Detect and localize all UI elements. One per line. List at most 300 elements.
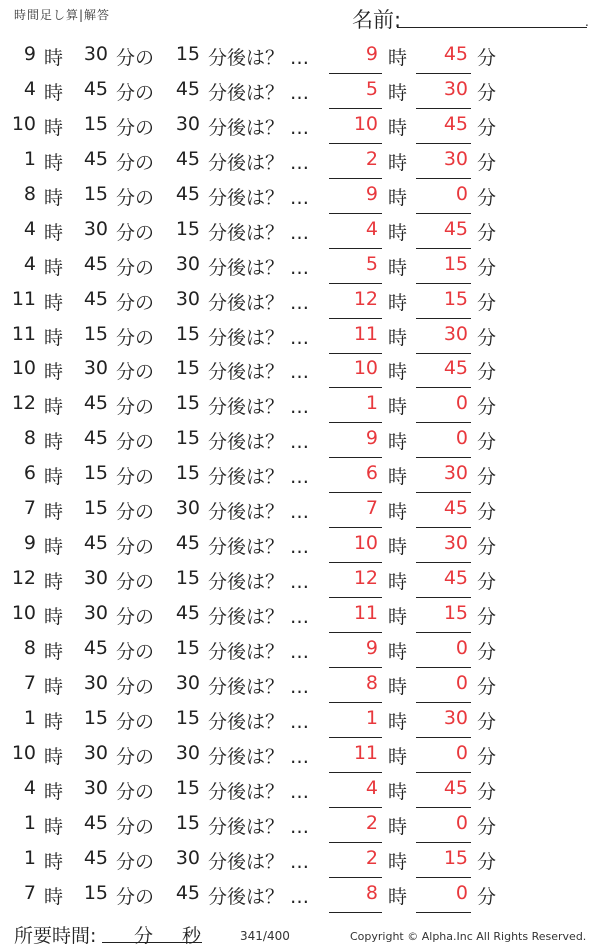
- answer-minute: 0: [455, 881, 468, 904]
- hour-label: 時: [44, 571, 64, 594]
- hour-label: 時: [44, 186, 64, 209]
- added-minutes: 45: [175, 182, 200, 205]
- start-hour: 8: [23, 427, 36, 450]
- hour-label: 時: [44, 81, 64, 104]
- minute-no-label: 分の: [116, 256, 155, 279]
- problem-row: [0, 424, 600, 459]
- start-minute: 15: [83, 497, 108, 520]
- hour-label: 時: [44, 396, 64, 419]
- time-minute-label: 分: [134, 925, 154, 947]
- start-hour: 11: [11, 287, 36, 310]
- answer-hour-blank[interactable]: [329, 527, 382, 528]
- answer-minute: 0: [455, 392, 468, 415]
- answer-hour-label: 時: [388, 291, 408, 314]
- answer-minute-blank[interactable]: [416, 108, 471, 109]
- start-minute: 30: [83, 602, 108, 624]
- answer-hour-blank[interactable]: [329, 283, 382, 284]
- answer-minute-blank[interactable]: [416, 492, 471, 493]
- question-suffix: 分後は？ …: [208, 256, 310, 279]
- time-required-label: 所要時間:: [14, 925, 97, 947]
- answer-hour: 4: [365, 217, 378, 240]
- answer-hour-label: 時: [388, 710, 408, 733]
- answer-hour: 11: [353, 741, 378, 764]
- answer-hour-blank[interactable]: [329, 842, 382, 843]
- added-minutes: 45: [175, 532, 200, 555]
- start-hour: 12: [11, 392, 36, 415]
- added-minutes: 15: [175, 776, 200, 799]
- start-minute: 15: [83, 182, 108, 205]
- start-minute: 30: [83, 776, 108, 799]
- hour-label: 時: [44, 326, 64, 349]
- hour-label: 時: [44, 606, 64, 628]
- answer-hour-label: 時: [388, 256, 408, 279]
- hour-label: 時: [44, 640, 64, 663]
- start-minute: 45: [83, 846, 108, 869]
- answer-hour-label: 時: [388, 606, 408, 628]
- minute-no-label: 分の: [116, 361, 155, 384]
- answer-minute: 30: [443, 322, 468, 345]
- answer-hour-blank[interactable]: [329, 213, 382, 214]
- answer-minute: 30: [443, 77, 468, 100]
- answer-minute-blank[interactable]: [416, 353, 471, 354]
- answer-hour-label: 時: [388, 116, 408, 139]
- question-suffix: 分後は？ …: [208, 606, 310, 628]
- start-minute: 15: [83, 706, 108, 729]
- answer-minute-label: 分: [477, 606, 497, 628]
- question-suffix: 分後は？ …: [208, 885, 310, 908]
- answer-hour: 11: [353, 602, 378, 624]
- problem-row: [0, 634, 600, 669]
- start-minute: 15: [83, 462, 108, 485]
- added-minutes: 15: [175, 706, 200, 729]
- problem-row: [0, 599, 600, 634]
- hour-label: 時: [44, 815, 64, 838]
- start-hour: 4: [23, 252, 36, 275]
- answer-minute: 0: [455, 636, 468, 659]
- answer-minute-blank[interactable]: [416, 667, 471, 668]
- added-minutes: 30: [175, 846, 200, 869]
- minute-no-label: 分の: [116, 885, 155, 908]
- question-suffix: 分後は？ …: [208, 745, 310, 768]
- answer-minute-blank[interactable]: [416, 877, 471, 878]
- answer-minute-blank[interactable]: [416, 702, 471, 703]
- question-suffix: 分後は？ …: [208, 116, 310, 139]
- answer-minute-label: 分: [477, 256, 497, 279]
- answer-minute: 30: [443, 706, 468, 729]
- answer-minute-label: 分: [477, 571, 497, 594]
- answer-hour: 7: [365, 497, 378, 520]
- start-hour: 8: [23, 636, 36, 659]
- answer-minute-blank[interactable]: [416, 597, 471, 598]
- answer-minute-blank[interactable]: [416, 457, 471, 458]
- answer-hour: 2: [365, 147, 378, 170]
- start-minute: 45: [83, 147, 108, 170]
- minute-no-label: 分の: [116, 186, 155, 209]
- start-hour: 4: [23, 77, 36, 100]
- answer-minute: 0: [455, 741, 468, 764]
- start-hour: 10: [11, 112, 36, 135]
- answer-hour-blank[interactable]: [329, 457, 382, 458]
- question-suffix: 分後は？ …: [208, 536, 310, 559]
- added-minutes: 30: [175, 112, 200, 135]
- answer-minute-blank[interactable]: [416, 562, 471, 563]
- hour-label: 時: [44, 780, 64, 803]
- start-minute: 45: [83, 427, 108, 450]
- answer-hour-label: 時: [388, 326, 408, 349]
- minute-no-label: 分の: [116, 151, 155, 174]
- minute-no-label: 分の: [116, 815, 155, 838]
- name-label: 名前:: [352, 8, 402, 32]
- answer-hour-blank[interactable]: [329, 318, 382, 319]
- name-field-dot: .: [585, 15, 589, 29]
- worksheet-title: 時間足し算|解答: [14, 8, 111, 22]
- hour-label: 時: [44, 501, 64, 524]
- answer-hour-label: 時: [388, 640, 408, 663]
- added-minutes: 45: [175, 602, 200, 624]
- question-suffix: 分後は？ …: [208, 466, 310, 489]
- problem-row: [0, 669, 600, 704]
- answer-minute-label: 分: [477, 431, 497, 454]
- start-minute: 30: [83, 217, 108, 240]
- problem-row: [0, 40, 600, 75]
- answer-hour: 1: [365, 392, 378, 415]
- answer-minute-blank[interactable]: [416, 632, 471, 633]
- answer-hour-blank[interactable]: [329, 178, 382, 179]
- minute-no-label: 分の: [116, 675, 155, 698]
- answer-minute-label: 分: [477, 361, 497, 384]
- answer-minute-blank[interactable]: [416, 912, 471, 913]
- page-number: 341/400: [240, 929, 290, 943]
- problem-row: [0, 75, 600, 110]
- answer-hour-blank[interactable]: [329, 877, 382, 878]
- start-hour: 7: [23, 881, 36, 904]
- answer-minute-blank[interactable]: [416, 248, 471, 249]
- added-minutes: 45: [175, 881, 200, 904]
- question-suffix: 分後は？ …: [208, 640, 310, 663]
- problem-row: [0, 285, 600, 320]
- question-suffix: 分後は？ …: [208, 850, 310, 873]
- start-hour: 9: [23, 532, 36, 555]
- start-minute: 30: [83, 567, 108, 590]
- question-suffix: 分後は？ …: [208, 361, 310, 384]
- answer-hour: 11: [353, 322, 378, 345]
- answer-hour-label: 時: [388, 431, 408, 454]
- start-hour: 4: [23, 776, 36, 799]
- copyright-text: Copyright © Alpha.Inc All Rights Reserved.: [350, 930, 587, 943]
- answer-minute: 15: [443, 602, 468, 624]
- problem-row: [0, 564, 600, 599]
- answer-minute: 30: [443, 462, 468, 485]
- start-minute: 45: [83, 287, 108, 310]
- minute-no-label: 分の: [116, 710, 155, 733]
- answer-minute-blank[interactable]: [416, 213, 471, 214]
- answer-minute-label: 分: [477, 221, 497, 244]
- question-suffix: 分後は？ …: [208, 326, 310, 349]
- answer-hour-blank[interactable]: [329, 422, 382, 423]
- added-minutes: 15: [175, 427, 200, 450]
- added-minutes: 45: [175, 77, 200, 100]
- start-minute: 15: [83, 112, 108, 135]
- added-minutes: 15: [175, 392, 200, 415]
- problem-row: [0, 215, 600, 250]
- answer-minute-blank[interactable]: [416, 178, 471, 179]
- start-minute: 15: [83, 881, 108, 904]
- start-hour: 10: [11, 741, 36, 764]
- answer-minute-label: 分: [477, 745, 497, 768]
- answer-hour-label: 時: [388, 675, 408, 698]
- answer-hour-label: 時: [388, 47, 408, 69]
- start-minute: 30: [83, 357, 108, 380]
- problem-row: [0, 739, 600, 774]
- problem-row: [0, 250, 600, 285]
- answer-hour-blank[interactable]: [329, 772, 382, 773]
- answer-hour: 10: [353, 112, 378, 135]
- answer-hour-blank[interactable]: [329, 248, 382, 249]
- answer-minute-blank[interactable]: [416, 73, 471, 74]
- start-minute: 30: [83, 671, 108, 694]
- answer-minute: 45: [443, 567, 468, 590]
- hour-label: 時: [44, 361, 64, 384]
- answer-minute-blank[interactable]: [416, 737, 471, 738]
- added-minutes: 15: [175, 357, 200, 380]
- start-minute: 45: [83, 532, 108, 555]
- hour-label: 時: [44, 151, 64, 174]
- minute-no-label: 分の: [116, 47, 155, 69]
- question-suffix: 分後は？ …: [208, 151, 310, 174]
- answer-minute: 0: [455, 811, 468, 834]
- start-hour: 6: [23, 462, 36, 485]
- answer-minute-blank[interactable]: [416, 772, 471, 773]
- answer-hour-blank[interactable]: [329, 562, 382, 563]
- question-suffix: 分後は？ …: [208, 710, 310, 733]
- minute-no-label: 分の: [116, 606, 155, 628]
- answer-hour-blank[interactable]: [329, 702, 382, 703]
- hour-label: 時: [44, 116, 64, 139]
- question-suffix: 分後は？ …: [208, 501, 310, 524]
- added-minutes: 30: [175, 497, 200, 520]
- answer-minute-label: 分: [477, 466, 497, 489]
- answer-minute-label: 分: [477, 81, 497, 104]
- problem-list: [0, 40, 600, 913]
- hour-label: 時: [44, 850, 64, 873]
- answer-hour-blank[interactable]: [329, 737, 382, 738]
- answer-hour-blank[interactable]: [329, 108, 382, 109]
- answer-hour: 2: [365, 811, 378, 834]
- answer-hour-label: 時: [388, 466, 408, 489]
- answer-minute: 0: [455, 182, 468, 205]
- hour-label: 時: [44, 256, 64, 279]
- added-minutes: 15: [175, 43, 200, 65]
- answer-minute-blank[interactable]: [416, 143, 471, 144]
- minute-no-label: 分の: [116, 221, 155, 244]
- answer-hour: 5: [365, 252, 378, 275]
- problem-row: [0, 110, 600, 145]
- answer-hour-blank[interactable]: [329, 492, 382, 493]
- answer-minute-label: 分: [477, 536, 497, 559]
- answer-minute-blank[interactable]: [416, 422, 471, 423]
- answer-hour-blank[interactable]: [329, 597, 382, 598]
- time-second-label: 秒: [182, 925, 202, 947]
- answer-hour-blank[interactable]: [329, 143, 382, 144]
- problem-row: [0, 459, 600, 494]
- minute-no-label: 分の: [116, 780, 155, 803]
- answer-minute-label: 分: [477, 186, 497, 209]
- added-minutes: 15: [175, 462, 200, 485]
- hour-label: 時: [44, 710, 64, 733]
- answer-hour: 9: [365, 427, 378, 450]
- answer-hour-label: 時: [388, 780, 408, 803]
- question-suffix: 分後は？ …: [208, 396, 310, 419]
- answer-minute-blank[interactable]: [416, 842, 471, 843]
- start-minute: 30: [83, 43, 108, 65]
- hour-label: 時: [44, 431, 64, 454]
- question-suffix: 分後は？ …: [208, 221, 310, 244]
- minute-no-label: 分の: [116, 396, 155, 419]
- start-minute: 30: [83, 741, 108, 764]
- answer-minute-label: 分: [477, 47, 497, 69]
- answer-minute-label: 分: [477, 151, 497, 174]
- start-hour: 12: [11, 567, 36, 590]
- problem-row: [0, 774, 600, 809]
- name-field-line[interactable]: [397, 27, 587, 28]
- answer-minute-blank[interactable]: [416, 283, 471, 284]
- problem-row: [0, 809, 600, 844]
- answer-hour: 8: [365, 881, 378, 904]
- hour-label: 時: [44, 466, 64, 489]
- start-hour: 10: [11, 602, 36, 624]
- hour-label: 時: [44, 291, 64, 314]
- answer-minute: 15: [443, 252, 468, 275]
- question-suffix: 分後は？ …: [208, 81, 310, 104]
- start-minute: 45: [83, 636, 108, 659]
- answer-minute-blank[interactable]: [416, 318, 471, 319]
- answer-hour-blank[interactable]: [329, 807, 382, 808]
- answer-hour-label: 時: [388, 815, 408, 838]
- answer-hour-label: 時: [388, 396, 408, 419]
- answer-hour: 9: [365, 636, 378, 659]
- question-suffix: 分後は？ …: [208, 431, 310, 454]
- answer-hour-label: 時: [388, 850, 408, 873]
- answer-minute-label: 分: [477, 885, 497, 908]
- answer-minute-label: 分: [477, 780, 497, 803]
- start-minute: 45: [83, 77, 108, 100]
- answer-hour-label: 時: [388, 221, 408, 244]
- answer-minute: 45: [443, 43, 468, 65]
- minute-no-label: 分の: [116, 291, 155, 314]
- problem-row: [0, 529, 600, 564]
- problem-row: [0, 844, 600, 879]
- problem-row: [0, 389, 600, 424]
- answer-hour: 12: [353, 567, 378, 590]
- start-hour: 10: [11, 357, 36, 380]
- start-hour: 7: [23, 671, 36, 694]
- start-hour: 11: [11, 322, 36, 345]
- start-hour: 8: [23, 182, 36, 205]
- added-minutes: 30: [175, 741, 200, 764]
- question-suffix: 分後は？ …: [208, 815, 310, 838]
- answer-hour-label: 時: [388, 885, 408, 908]
- answer-hour: 9: [365, 43, 378, 65]
- problem-row: [0, 704, 600, 739]
- answer-hour-label: 時: [388, 81, 408, 104]
- question-suffix: 分後は？ …: [208, 571, 310, 594]
- minute-no-label: 分の: [116, 745, 155, 768]
- minute-no-label: 分の: [116, 81, 155, 104]
- answer-hour-label: 時: [388, 501, 408, 524]
- minute-no-label: 分の: [116, 571, 155, 594]
- answer-hour-blank[interactable]: [329, 667, 382, 668]
- answer-hour: 2: [365, 846, 378, 869]
- answer-hour: 10: [353, 357, 378, 380]
- problem-row: [0, 145, 600, 180]
- answer-minute-label: 分: [477, 640, 497, 663]
- hour-label: 時: [44, 536, 64, 559]
- answer-minute-blank[interactable]: [416, 387, 471, 388]
- answer-hour-blank[interactable]: [329, 387, 382, 388]
- answer-hour-blank[interactable]: [329, 912, 382, 913]
- answer-hour-blank[interactable]: [329, 632, 382, 633]
- start-hour: 1: [23, 811, 36, 834]
- start-hour: 1: [23, 706, 36, 729]
- problem-row: [0, 320, 600, 355]
- answer-minute-blank[interactable]: [416, 807, 471, 808]
- answer-minute: 45: [443, 776, 468, 799]
- minute-no-label: 分の: [116, 501, 155, 524]
- answer-hour: 8: [365, 671, 378, 694]
- start-hour: 9: [23, 43, 36, 65]
- problem-row: [0, 180, 600, 215]
- hour-label: 時: [44, 47, 64, 69]
- start-hour: 1: [23, 147, 36, 170]
- added-minutes: 45: [175, 147, 200, 170]
- added-minutes: 30: [175, 252, 200, 275]
- problem-row: [0, 494, 600, 529]
- answer-minute: 15: [443, 287, 468, 310]
- problem-row: [0, 879, 600, 914]
- answer-minute: 45: [443, 217, 468, 240]
- minute-no-label: 分の: [116, 850, 155, 873]
- question-suffix: 分後は？ …: [208, 291, 310, 314]
- answer-minute: 30: [443, 147, 468, 170]
- answer-minute: 45: [443, 357, 468, 380]
- answer-hour-blank[interactable]: [329, 353, 382, 354]
- answer-hour: 1: [365, 706, 378, 729]
- answer-hour: 4: [365, 776, 378, 799]
- answer-hour-blank[interactable]: [329, 73, 382, 74]
- start-hour: 7: [23, 497, 36, 520]
- answer-minute-label: 分: [477, 501, 497, 524]
- answer-minute-blank[interactable]: [416, 527, 471, 528]
- answer-minute-label: 分: [477, 675, 497, 698]
- answer-minute: 0: [455, 671, 468, 694]
- added-minutes: 30: [175, 671, 200, 694]
- answer-hour: 10: [353, 532, 378, 555]
- answer-hour-label: 時: [388, 151, 408, 174]
- hour-label: 時: [44, 675, 64, 698]
- answer-minute: 45: [443, 497, 468, 520]
- answer-hour: 6: [365, 462, 378, 485]
- answer-minute-label: 分: [477, 815, 497, 838]
- start-minute: 45: [83, 252, 108, 275]
- answer-minute: 15: [443, 846, 468, 869]
- answer-minute: 45: [443, 112, 468, 135]
- answer-hour-label: 時: [388, 536, 408, 559]
- added-minutes: 15: [175, 567, 200, 590]
- added-minutes: 15: [175, 217, 200, 240]
- question-suffix: 分後は？ …: [208, 186, 310, 209]
- start-hour: 4: [23, 217, 36, 240]
- question-suffix: 分後は？ …: [208, 47, 310, 69]
